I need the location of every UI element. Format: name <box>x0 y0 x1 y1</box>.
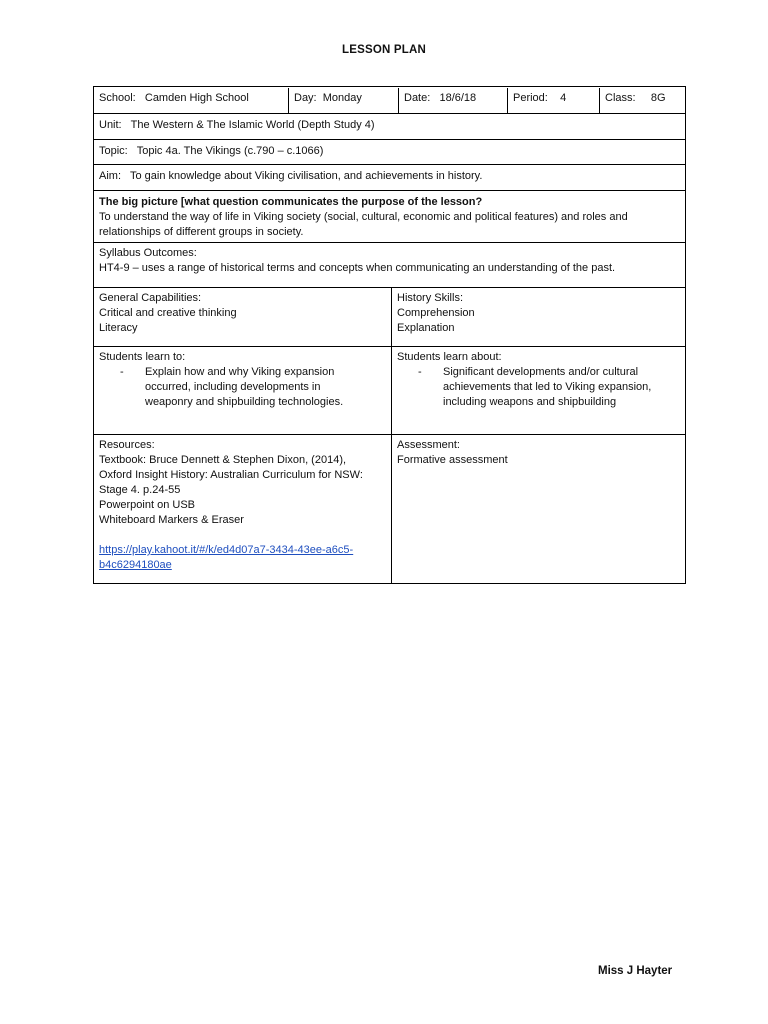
day-label: Day: <box>294 92 317 104</box>
syllabus-heading: Syllabus Outcomes: <box>99 247 197 259</box>
period-cell <box>507 88 599 113</box>
unit-cell <box>94 115 685 139</box>
resources-cell <box>94 435 391 583</box>
resources-row <box>94 435 685 583</box>
aim-row <box>94 165 685 191</box>
big-picture-heading: The big picture [what question communicates the purpose of the lesson? <box>99 196 483 208</box>
syllabus-text: HT4-9 – uses a range of historical terms and concepts when communicating an understanding of the past. <box>99 262 616 274</box>
topic-cell <box>94 141 685 164</box>
capability-item: Critical and creative thinking <box>99 307 237 319</box>
skill-item: Explanation <box>397 322 455 334</box>
assessment-heading: Assessment: <box>397 439 460 451</box>
date-label: Date: <box>404 92 431 104</box>
class-cell <box>599 88 685 113</box>
learn-to-line: Explain how and why Viking expansion <box>145 366 335 378</box>
learn-to-line: occurred, including developments in <box>145 381 321 393</box>
kahoot-link-continued[interactable]: b4c6294180ae <box>99 559 172 571</box>
history-skills-cell <box>391 288 685 346</box>
learning-row <box>94 347 685 435</box>
capability-item: Literacy <box>99 322 138 334</box>
syllabus-cell <box>94 243 685 287</box>
big-picture-text: To understand the way of life in Viking society (social, cultural, economic and political features) and roles and relationships of different groups in society. <box>99 211 628 238</box>
period-label: Period: <box>513 92 548 104</box>
unit-row <box>94 114 685 140</box>
aim-cell <box>94 166 685 190</box>
date-cell <box>398 88 507 113</box>
school-cell <box>94 88 288 113</box>
school-value: Camden High School <box>144 92 249 104</box>
bullet-dash: - <box>418 366 422 378</box>
syllabus-row <box>94 243 685 288</box>
topic-row <box>94 140 685 165</box>
skill-item: Comprehension <box>397 307 475 319</box>
general-capabilities-cell <box>94 288 391 346</box>
lesson-plan-table <box>93 86 686 584</box>
period-value: 4 <box>560 92 567 104</box>
bullet-dash: - <box>120 366 124 378</box>
assessment-text: Formative assessment <box>397 454 508 466</box>
resource-line: Stage 4. p.24-55 <box>99 484 181 496</box>
big-picture-row <box>94 191 685 243</box>
capabilities-row <box>94 288 685 347</box>
learn-about-bullet <box>397 365 680 410</box>
big-picture-cell <box>94 192 685 242</box>
unit-value: The Western & The Islamic World (Depth Study 4) <box>130 119 375 131</box>
learn-about-line: Significant developments and/or cultural <box>443 366 639 378</box>
students-learn-to-cell <box>94 347 391 434</box>
day-value: Monday <box>322 92 362 104</box>
class-label: Class: <box>605 92 636 104</box>
students-learn-to-heading: Students learn to: <box>99 351 186 363</box>
resource-line: Powerpoint on USB <box>99 499 195 511</box>
teacher-signature: Miss J Hayter <box>598 965 673 977</box>
topic-label: Topic: <box>99 145 128 157</box>
assessment-cell <box>391 435 685 583</box>
resource-line: Textbook: Bruce Dennett & Stephen Dixon, (2014), <box>99 454 347 466</box>
resources-heading: Resources: <box>99 439 155 451</box>
general-capabilities-heading: General Capabilities: <box>99 292 202 304</box>
history-skills-heading: History Skills: <box>397 292 464 304</box>
topic-value: Topic 4a. The Vikings (c.790 – c.1066) <box>136 145 324 157</box>
header-row <box>94 87 685 114</box>
kahoot-link[interactable]: https://play.kahoot.it/#/k/ed4d07a7-3434-43ee-a6c5- <box>99 544 354 556</box>
class-value: 8G <box>650 92 666 104</box>
learn-about-line: achievements that led to Viking expansion, <box>443 381 652 393</box>
unit-label: Unit: <box>99 119 122 131</box>
aim-label: Aim: <box>99 170 121 182</box>
aim-value: To gain knowledge about Viking civilisation, and achievements in history. <box>129 170 483 182</box>
learn-about-line: including weapons and shipbuilding <box>443 396 617 408</box>
students-learn-about-heading: Students learn about: <box>397 351 502 363</box>
learn-to-bullet <box>99 365 386 410</box>
students-learn-about-cell <box>391 347 685 434</box>
document-title: LESSON PLAN <box>342 44 426 56</box>
resource-line: Whiteboard Markers & Eraser <box>99 514 244 526</box>
school-label: School: <box>99 92 136 104</box>
learn-to-line: weaponry and shipbuilding technologies. <box>145 396 344 408</box>
resource-line: Oxford Insight History: Australian Curriculum for NSW: <box>99 469 363 481</box>
day-cell <box>288 88 398 113</box>
date-value: 18/6/18 <box>439 92 477 104</box>
